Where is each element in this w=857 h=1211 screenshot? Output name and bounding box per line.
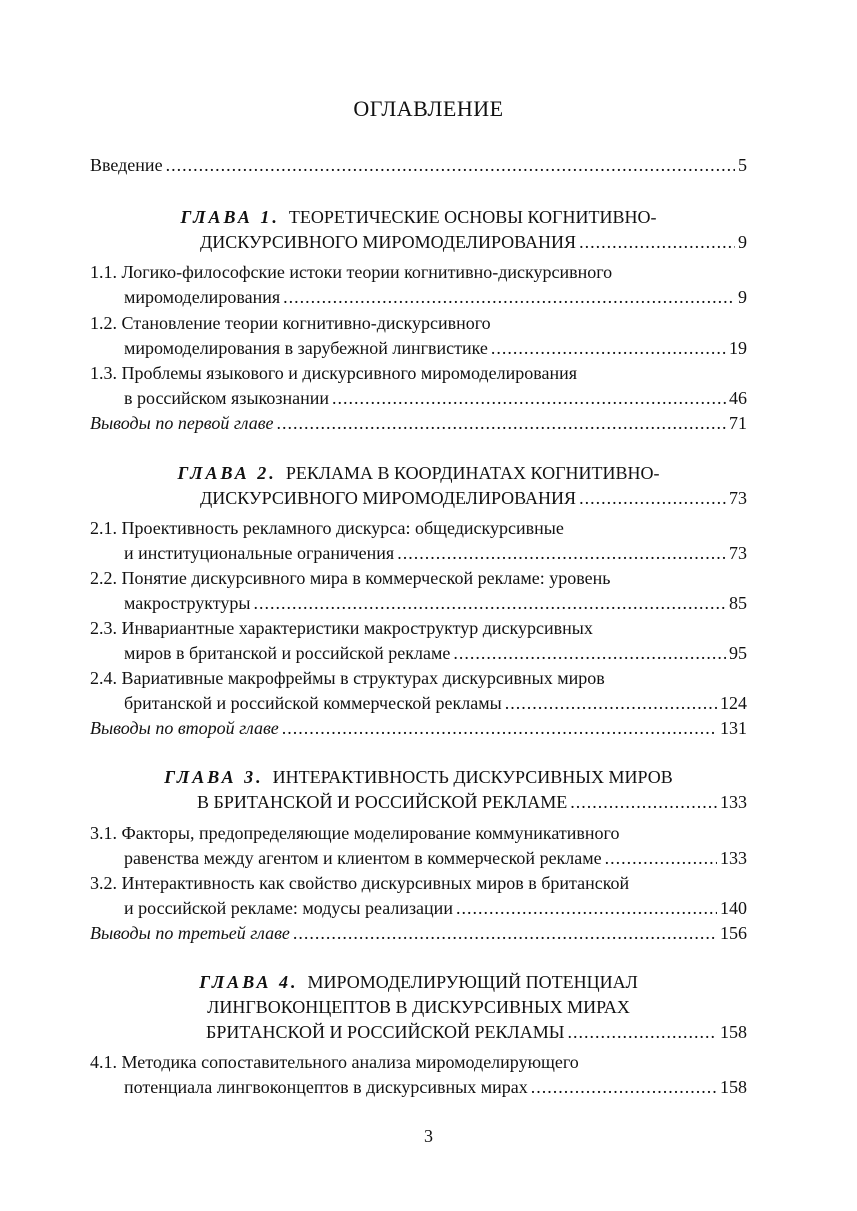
- section-title-line2: равенства между агентом и клиентом в коммерческой рекламе: [124, 848, 602, 868]
- chapter-title-line1: ИНТЕРАКТИВНОСТЬ ДИСКУРСИВНЫХ МИРОВ: [272, 767, 673, 787]
- section-2-1-line2[interactable]: [124, 541, 747, 565]
- section-3-2[interactable]: [90, 871, 747, 895]
- section-page: 46: [729, 388, 747, 408]
- chapter-1-heading-line2[interactable]: [200, 230, 747, 254]
- section-title-line2: макроструктуры: [124, 593, 251, 613]
- chapter-title-line2: В БРИТАНСКОЙ И РОССИЙСКОЙ РЕКЛАМЕ: [197, 792, 568, 812]
- section-title-line1: Методика сопоставительного анализа миромоделирующего: [121, 1052, 579, 1072]
- chapter-label: ГЛАВА 3.: [164, 767, 264, 787]
- chapter-label: ГЛАВА 4.: [199, 972, 299, 992]
- chapter-page: 133: [720, 792, 747, 812]
- leader-dots: [456, 896, 717, 920]
- section-page: 73: [729, 543, 747, 563]
- page-number: 3: [424, 1126, 433, 1146]
- leader-dots: [531, 1075, 717, 1099]
- section-page: 19: [729, 338, 747, 358]
- section-title-line2: и российской рекламе: модусы реализации: [124, 898, 453, 918]
- leader-dots: [491, 336, 726, 360]
- section-1-2[interactable]: [90, 311, 747, 335]
- section-number: 2.2.: [90, 568, 117, 588]
- section-4-1-line2[interactable]: [124, 1075, 747, 1099]
- leader-dots: [254, 591, 726, 615]
- leader-dots: [579, 230, 735, 254]
- section-number: 1.2.: [90, 313, 117, 333]
- section-title-line1: Проблемы языкового и дискурсивного миромоделирования: [121, 363, 577, 383]
- conclusion-page: 131: [720, 718, 747, 738]
- section-number: 1.3.: [90, 363, 117, 383]
- section-2-2[interactable]: [90, 566, 747, 590]
- leader-dots: [579, 486, 726, 510]
- leader-dots: [293, 921, 717, 945]
- section-number: 2.1.: [90, 518, 117, 538]
- toc-title: ОГЛАВЛЕНИЕ: [353, 96, 504, 121]
- chapter-label: ГЛАВА 2.: [177, 463, 277, 483]
- chapter-4-heading-line3[interactable]: [206, 1020, 747, 1044]
- chapter-2-heading-line1[interactable]: [90, 461, 747, 485]
- chapter-2-conclusion[interactable]: [90, 716, 747, 740]
- chapter-page: 9: [738, 232, 747, 252]
- chapter-title-line2: ДИСКУРСИВНОГО МИРОМОДЕЛИРОВАНИЯ: [200, 232, 577, 252]
- chapter-label: ГЛАВА 1.: [180, 207, 280, 227]
- section-title-line2: миров в британской и российской рекламе: [124, 643, 451, 663]
- chapter-2-heading-line2[interactable]: [200, 486, 747, 510]
- section-title-line1: Логико-философские истоки теории когнитивно-дискурсивного: [121, 262, 613, 282]
- section-page: 9: [738, 287, 747, 307]
- section-title-line2: и институциональные ограничения: [124, 543, 395, 563]
- chapter-title-line1: ТЕОРЕТИЧЕСКИЕ ОСНОВЫ КОГНИТИВНО-: [288, 207, 657, 227]
- leader-dots: [505, 691, 717, 715]
- entry-label: Введение: [90, 155, 163, 175]
- section-title-line2: миромоделирования: [124, 287, 281, 307]
- leader-dots: [453, 641, 726, 665]
- chapter-3-heading-line1[interactable]: [90, 765, 747, 789]
- section-page: 95: [729, 643, 747, 663]
- leader-dots: [567, 1020, 717, 1044]
- section-2-3-line2[interactable]: [124, 641, 747, 665]
- chapter-title-line1: РЕКЛАМА В КООРДИНАТАХ КОГНИТИВНО-: [285, 463, 660, 483]
- leader-dots: [166, 153, 735, 177]
- section-number: 3.2.: [90, 873, 117, 893]
- conclusion-label: Выводы по первой главе: [90, 413, 274, 433]
- section-title-line1: Инвариантные характеристики макроструктур дискурсивных: [121, 618, 593, 638]
- section-number: 1.1.: [90, 262, 117, 282]
- section-title-line2: потенциала лингвоконцептов в дискурсивных мирах: [124, 1077, 528, 1097]
- leader-dots: [397, 541, 726, 565]
- section-1-3-line2[interactable]: [124, 386, 747, 410]
- chapter-title-line1: МИРОМОДЕЛИРУЮЩИЙ ПОТЕНЦИАЛ: [307, 972, 638, 992]
- section-title-line1: Становление теории когнитивно-дискурсивного: [121, 313, 491, 333]
- section-title-line2: в российском языкознании: [124, 388, 330, 408]
- section-page: 124: [720, 693, 747, 713]
- section-number: 2.3.: [90, 618, 117, 638]
- chapter-1-conclusion[interactable]: [90, 411, 747, 435]
- leader-dots: [277, 411, 726, 435]
- section-number: 4.1.: [90, 1052, 117, 1072]
- section-page: 158: [720, 1077, 747, 1097]
- chapter-3-heading-line2[interactable]: [197, 790, 747, 814]
- chapter-4-heading-line2[interactable]: [90, 995, 747, 1019]
- section-title-line2: британской и российской коммерческой рекламы: [124, 693, 502, 713]
- section-number: 3.1.: [90, 823, 117, 843]
- chapter-title-line2: ЛИНГВОКОНЦЕПТОВ В ДИСКУРСИВНЫХ МИРАХ: [207, 997, 630, 1017]
- section-1-2-line2[interactable]: [124, 336, 747, 360]
- section-title-line1: Понятие дискурсивного мира в коммерческой рекламе: уровень: [121, 568, 611, 588]
- chapter-title-line2: ДИСКУРСИВНОГО МИРОМОДЕЛИРОВАНИЯ: [200, 488, 577, 508]
- section-title-line1: Интерактивность как свойство дискурсивных миров в британской: [121, 873, 630, 893]
- chapter-page: 73: [729, 488, 747, 508]
- chapter-4-heading-line1[interactable]: [90, 970, 747, 994]
- leader-dots: [605, 846, 717, 870]
- section-2-2-line2[interactable]: [124, 591, 747, 615]
- section-2-1[interactable]: [90, 516, 747, 540]
- section-2-4-line2[interactable]: [124, 691, 747, 715]
- section-4-1[interactable]: [90, 1050, 747, 1074]
- chapter-title-line3: БРИТАНСКОЙ И РОССИЙСКОЙ РЕКЛАМЫ: [206, 1022, 565, 1042]
- section-1-1[interactable]: [90, 260, 747, 284]
- section-3-2-line2[interactable]: [124, 896, 747, 920]
- section-title-line1: Факторы, предопределяющие моделирование коммуникативного: [121, 823, 620, 843]
- section-page: 133: [720, 848, 747, 868]
- section-title-line2: миромоделирования в зарубежной лингвистике: [124, 338, 488, 358]
- leader-dots: [570, 790, 717, 814]
- leader-dots: [332, 386, 726, 410]
- section-2-3[interactable]: [90, 616, 747, 640]
- section-page: 85: [729, 593, 747, 613]
- section-1-1-line2[interactable]: [124, 285, 747, 309]
- leader-dots: [282, 716, 717, 740]
- section-2-4[interactable]: [90, 666, 747, 690]
- leader-dots: [283, 285, 735, 309]
- entry-page: 5: [738, 155, 747, 175]
- section-title-line1: Проективность рекламного дискурса: общедискурсивные: [121, 518, 564, 538]
- conclusion-page: 71: [729, 413, 747, 433]
- toc-entry-intro[interactable]: [90, 153, 747, 177]
- chapter-1-heading-line1[interactable]: [90, 205, 747, 229]
- conclusion-label: Выводы по второй главе: [90, 718, 279, 738]
- conclusion-page: 156: [720, 923, 747, 943]
- section-page: 140: [720, 898, 747, 918]
- section-3-1-line2[interactable]: [124, 846, 747, 870]
- chapter-page: 158: [720, 1022, 747, 1042]
- section-1-3[interactable]: [90, 361, 747, 385]
- section-title-line1: Вариативные макрофреймы в структурах дискурсивных миров: [121, 668, 605, 688]
- section-3-1[interactable]: [90, 821, 747, 845]
- conclusion-label: Выводы по третьей главе: [90, 923, 290, 943]
- chapter-3-conclusion[interactable]: [90, 921, 747, 945]
- section-number: 2.4.: [90, 668, 117, 688]
